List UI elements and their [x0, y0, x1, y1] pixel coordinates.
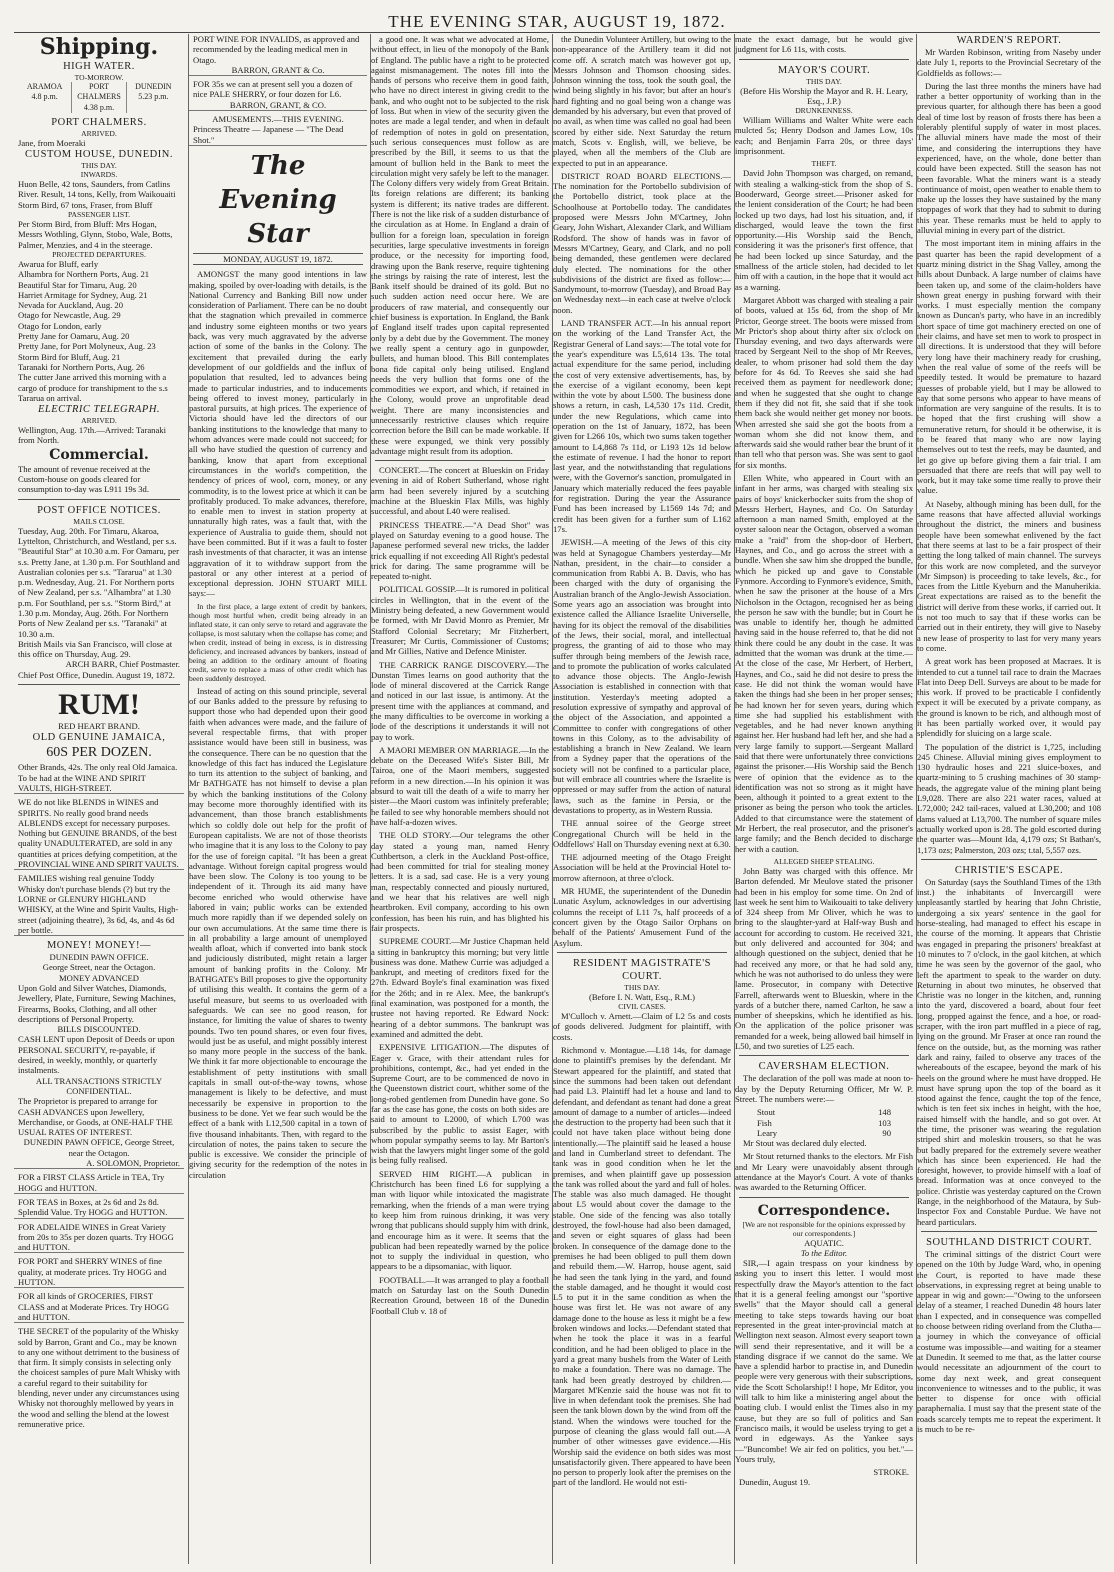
poll-candidate: Fish	[757, 1117, 772, 1128]
rm-before: (Before I. N. Watt, Esq., R.M.)	[588, 991, 696, 1002]
cutter-text: The cutter Jane arrived this morning with a cargo of produce for transhipment to the s.s Tararua on arrival.	[18, 372, 168, 403]
tide-table	[14, 82, 184, 113]
column-5	[734, 34, 913, 1564]
aquatic-heading: AQUATIC.	[804, 1237, 844, 1248]
groceries-ad: FOR all kinds of GROCERIES, FIRST CLASS and at Moderate Prices. Try HOGG and HUTTON.	[14, 1291, 184, 1323]
warden-para-3: The most important item in mining affairs in the past quarter has been the rapid development of a quartz mining district in the Shag Valley, among the hills about Dunback. A large number of claims have been taken up, and some of the claim-holders have shown great energy in pushing forward with their works. I must especially mention the company known as Duncan's party, who have in an incredibly short space of time got machinery erected on one of their claims, and have set men to work to prospect in all directions. It is understood that they will before very long have their machinery ready for crushing, when the real value of some of the reefs will be speedily tested. It would be premature to hazard guesses of probable yield, but I may be allowed to say that some persons who appear to have means of information are very sanguine of the results. It is to be hoped that the first crushing will show a remunerative return, for should it be otherwise, it is to be feared that many who are now laying themselves out to test the reefs, may be daunted, and let go give up before giving them a fair trial. I am persuaded that there are reefs that will pay well to work, but it may take some time really to prove their value.	[917, 238, 1101, 496]
editorial-para-2: Instead of acting on this sound principle, several of our Banks added to the pressure by refusing to support those who had depended upon their good faith when advances were made, and the failure of several respectable firms, that with proper assistance would have been still in business, was the consequence. There can be no question that the knowledge of this fact has induced the Legislature to turn its attention to the subject of banking, and Mr BATHGATE has not himself to devise a plan by which the banking institutions of the Colony may become more thoroughly identified with its advancement, than those branch establishments which so coldly dole out help for the profit of European capitalists. We are not of those theorists who imagine that it is any loss to the Colony to pay for the use of foreign capital. "It has been a great advantage. Without foreign capital progress would have been slow. The Colony is too young to be independent of it. Through its aid many have become enriched who would otherwise have labored in vain; public works can be extended much more rapidly than if we depended solely on our own accumulations. At the same time there is in all probability a large amount of unemployed wealth afloat, which if converted into bank stock and judiciously distributed, might retain a larger amount of banking profits in the Colony. Mr BATHGATE's Bill proposes to give the opportunity of utilising this wealth. It contains the germ of a useful measure, but seems to us overloaded with safeguards. We can see no good reason, for instance, for limiting the value of shares to twenty pounds. Two ten pound shares, or even four fives, would just be as useful, and might possibly interest so many more people in the success of the bank. We think it far more objectionable to encourage the establishment of petty institutions with small capitals in small out-of-the-way towns, whose management is likely to be defective, and must necessarily be expensive in proportion to the business to be done. Yet we fear such would be the effect of a bank with L12,500 capital in a town of five thousand inhabitants. Then, with regard to the circulation of notes, the pains taken to secure the public is excessive. We consider the principle of giving security for the redemption of the notes in circulation	[189, 685, 367, 1180]
southland-court-heading: SOUTHLAND DISTRICT COURT.	[926, 1236, 1092, 1248]
custom-house-heading: CUSTOM HOUSE, DUNEDIN.	[25, 149, 173, 161]
projected-label: PROJECTED DEPARTURES.	[52, 249, 146, 259]
postmaster-signature: ARCH BARR, Chief Postmaster.	[65, 659, 180, 670]
correspondence-heading: Correspondence.	[757, 1202, 891, 1219]
news-supreme-court: SUPREME COURT.—Mr Justice Chapman held a sitting in bankruptcy this morning; but very little business was done. Mathew Currie was adjudged a bankrupt, and meeting of creditors fixed for the 27th. Edward Boyle's final examination was fixed for the 26th; and in re Alex. Mee, the bankrupt's final examination, was postponed for a month, the trustee not having reported. Re Edward Nock: hearing of a debtor summons. The bankrupt was examined and admitted the debt.	[371, 936, 549, 1039]
caversham-heading: CAVERSHAM ELECTION.	[758, 1061, 890, 1073]
poll-row	[739, 1107, 909, 1117]
theft-case-3: Ellen White, who appeared in Court with an infant in her arms, was charged with stealing six pairs of boys' knickerbocker suits from the shop of Messrs Herbert, Haynes, and Co. On Saturday afternoon a man named Smith, employed at the oyster saloon near the Octagon, observed a woman make a "raid" from the shop-door of Herbert, Haynes, and Co., and go across the street with a bundle. When she saw him she dropped the bundle, which he picked up and gave to Constable Fynmore. According to Fynmore's evidence, Smith, when he saw the prisoner at the house of a Mrs Nicholson in the Octagon, recognised her as being the person he saw with the bundle; but in Court he was unable to identify her, though he admitted having said in the house referred to, that he did not think there could be any doubt in the case. It was admitted that the woman was drunk at the time.—At the close of the case, Mr Herbert, of Herbert, Haynes, and Co., said he did not desire to press the case. He did not think the woman would have taken the things had she been in her proper senses; he had known her for seven years, during which time she had supplied his establishment with vegetables, and he had never known anything against her. Her husband had left her, and she had a very large family to support.—Sergeant Mallard said that there were unfortunately three convictions against the prisoner.—His Worship said the Bench were of opinion that the evidence as to the identification was not so strong as it might have been, although it pointed to a great extent to the prisoner as being the person who took the articles. Added to that circumstance were the statement of Mr Herbert, the real prosecutor, and the prisoner's large family; and the Bench decided to discharge her with a caution.	[735, 472, 913, 854]
arrived-text: Jane, from Moeraki	[18, 137, 86, 148]
aquatic-letter: SIR,—I again trespass on your kindness by asking you to insert this letter. I would most respectfully draw the Mayor's attention to the fact that it is a general feeling amongst our "sportive swells" that the Mayor should call a general meeting to take steps towards having our boat represented in the great inter-provincial match at Wellington next season. Almost every seaport town will send their representative, and it will be a standing disgrace if we cannot do the same. We have a splendid harbor to practise in, and Dunedin people were very generous with their subscriptions, vide the Scott Scholarship!! I hope, Mr Editor, you will talk to him like a ministering angel about the boating club. I would enlist the Times also in my cause, but they are so full of politics and San Francisco mails, it would be useless trying to get a word in edgeways. As the Yankee says—"Buncombe! We air fed on politics, you bet."—Yours truly,	[735, 1258, 913, 1464]
masthead: THE EVENING STAR, AUGUST 19, 1872.	[388, 12, 726, 31]
adelaide-wines-ad: FOR ADELAIDE WINES in Great Variety from 20s to 35s per dozen quarts. Try HOGG and HUTTON.	[14, 1222, 184, 1254]
high-water-heading: HIGH WATER.	[63, 61, 135, 72]
poll-votes: 90	[882, 1127, 891, 1138]
poll-votes: 103	[878, 1117, 891, 1128]
departure-item: Otago for London, early	[18, 320, 102, 331]
news-freight-association: THE adjourned meeting of the Otago Freight Association will be held at the Provincial Hotel to-morrow afternoon, at three o'clock.	[553, 852, 731, 883]
news-old-story: THE OLD STORY.—Our telegrams the other day stated a young man, named Henry Cuthbertson, a clerk in the Auckland Post-office, had been committed for trial for stealing money letters. It is a sad, sad case. He is a very young man, respectably connected and piously nurtured, and we hear that his relatives are well nigh heartbroken. Evil company, according to his own confession, has been his ruin, and has blighted his fair prospects.	[371, 830, 549, 933]
arrived-label: ARRIVED.	[81, 128, 117, 138]
column-4	[552, 34, 731, 1564]
families-ad: FAMILIES wishing real genuine Toddy Whisky don't purchase blends (?) but try the LORNE or GLENURY HIGHLAND WHISKY, at the Wine and Spirit Vaults, High-street (adjoining theatre), 3s 6d, 4s, and 4s 6d per bottle.	[14, 873, 184, 936]
departure-item: Taranaki for Northern Ports, Aug. 26	[18, 361, 145, 372]
editorial-continued: a good one. It was what we advocated at Home, without effect, in lieu of the monopoly of the Bank of England. The public have a right to be protected against mismanagement. The notes fill into the hands of persons who receive them in good faith, who have no direct interest in giving credit to the bank, and who ought not to be subjected to the risk of loss. But when in view of the security given the notes are made a legal tender, and when in default of redemption of notes in gold on presentation, such serious consequences must follow as are prescribed by the Bill, it seems to us that the amount of bullion held in the Bank to meet the circulation might very safely be left to the manager. The Colony differs very widely from Great Britain. Its foreign relations are different; its banking system is different; its native trades are different. There is not the like risk of a sudden disturbance of the circulation as at Home. In England a drain of bullion for a foreign loan, speculation in foreign securities, large speculative investments in foreign produce, or the necessity for importing food, drawing upon the Bank reserve, require tightening the strings by raising the rate of interest, lest the Bank itself should be drained of its gold. But no such sudden action need occur here. We are producers of raw material, and consequently our chief business is exportation. In England, the Bank of England itself trades upon capital represented only by a debt due by the Government. The money we really spent a century ago in gunpowder, bullets, and human blood. This Bill contemplates bona fide capital only being utilised. England needs the very bullion that forms one of the commodities we export, and which, if retained in the Colony, would prove an unprofitable dead weight. There are many inconsistencies and unnecessarily restrictive clauses which require correction before the Bill can be made workable. If these were expunged, we think very possibly advantage might result from its adoption.	[371, 34, 549, 456]
departures-list	[14, 259, 184, 372]
price-per-dozen: 60S PER DOZEN.	[46, 745, 152, 761]
old-genuine-label: OLD GENUINE JAMAICA,	[32, 732, 166, 744]
poll-row	[739, 1128, 909, 1138]
princess-theatre-listing: Princess Theatre — Japanese — "The Dead Shot."	[189, 124, 367, 146]
tide-col-port-chalmers	[71, 82, 125, 113]
caversham-text: The declaration of the poll was made at noon to-day by the Deputy Returning Officer, Mr W. P. Street. The numbers were:—	[735, 1073, 913, 1104]
tide-col-aramoa	[18, 82, 71, 113]
mayors-court-heading: MAYOR'S COURT.	[777, 64, 871, 76]
post-office-date: Chief Post Office, Dunedin. August 19, 1872.	[18, 669, 175, 680]
tide-time: 4.38 p.m.	[83, 102, 115, 112]
masthead-rule	[14, 32, 1100, 33]
barron-grant-signature-2: BARRON, GRANT, & CO.	[189, 100, 367, 111]
post-text: Tuesday, Aug. 20th. For Timaru, Akaroa, Lyttelton, Christchurch, and Westland, per s.s. "Beautiful Star" at 10.30 a.m. For Oamaru, per s.s. Pretty Jane, at 1.30 p.m. For Southland and Australian colonies per s.s. "Tararua" at 1.30 p.m. Wednesday, Aug. 21. For Northern ports of New Zealand, per s.s. "Alhambra" at 1.30 p.m. For Southland, per s.s. "Storm Bird," at 1.30 p.m. Monday, Aug. 26th. For Northern Ports of New Zealand per s.s. "Taranaki" at 10.30 a.m.	[18, 525, 180, 639]
port-chalmers-heading: PORT CHALMERS.	[51, 116, 147, 128]
inwards-text: Huon Belle, 42 tons, Saunders, from Catlins River. Result, 14 tons, Kelly, from Waikouaiti Storm Bird, 67 tons, Fraser, from Bluff	[18, 179, 176, 210]
news-football-continued: the Dunedin Volunteer Artillery, but owing to the non-appearance of the Artillery team it did not come off. A scratch match was however got up, Messrs Johnson and Thomson choosing sides. Johnson winning the toss, took the south goal, the wind being slightly in his favor; but after an hour's hard fighting and no goal being won a change was demanded by his adversary, but even that proved of no avail, as when time was called no goal had been scored by either side. Next Saturday the return match, Scots v. English, will, we believe, be played, when all the members of the Club are expected to put in an appearance.	[553, 34, 731, 168]
rm-this-day: THIS DAY.	[624, 982, 660, 992]
to-editor-label: To the Editor.	[800, 1247, 848, 1258]
sheep-stealing-text: John Batty was charged with this offence. Mr Barton defended. Mr Meulove stated the prisoner had been in his employ for some time. On 2nd of last week he sent him to Waikouaiti to take delivery of 324 sheep from Mr Oliver, which he was to bring to the slaughter-yard at Half-way Bush and account for according to custom. He received 321, but only delivered and accounted for 304; and although questioned on the subject, denied that he had received any more, or that he had sold any, which he was not authorised to do unless they were lame. Prosecutor, in company with Detective Farrell, afterwards went to Blueskin, where in the yards of a butcher there, named Carlton, he saw a number of sheepskins, which he identified as his. On the application of the police prisoner was remanded for a week, being allowed bail himself in L50, and two sureties of L25 each.	[735, 865, 913, 1052]
departure-item: Otago for Newcastle, Aug. 29	[18, 310, 121, 321]
pawn-address: George Street, near the Octagon.	[42, 962, 156, 973]
dateline: MONDAY, AUGUST 19, 1872.	[193, 253, 363, 265]
news-asylum: MR HUME, the superintendent of the Dunedin Lunatic Asylum, acknowledges in our advertising columns the receipt of L11 7s, half proceeds of a concert given by the Otago Sailor Orphans on behalf of the Patients' Amusement Fund of the Asylum.	[553, 886, 731, 948]
commercial-heading: Commercial.	[49, 446, 149, 463]
rum-ad-heading: RUM!	[58, 688, 140, 722]
news-princess-theatre: PRINCESS THEATRE.—"A Dead Shot" was played on Saturday evening to a good house. The Japanese performed several new tricks, the ladder trick equalling if not exceeding All Right's pedestal trick for daring. The same programme will be repeated to-night.	[371, 519, 549, 582]
passenger-text: Per Storm Bird, from Bluff: Mrs Hogan, Messrs Wothling, Glynn, Stobo, Wale, Botts, Palmer, Menzies, and 4 in the steerage.	[18, 219, 173, 250]
theft-label: THEFT.	[811, 159, 837, 169]
poll-results	[735, 1107, 913, 1138]
warden-para-1: Mr Warden Robinson, writing from Naseby under date July 1, reports to the Provincial Secretary of the Goldfields as follows:—	[917, 47, 1101, 78]
theft-case-2: Margaret Abbott was charged with stealing a pair of boots, valued at 15s 6d, from the shop of Mr Prictor, George street. The boots were missed from Mr Prictor's shop about thirty after six o'clock on Thursday evening, and two days afterwards were traced by Sergeant Neil to the shop of Mr Reeves, dealer, to whom prisoner had sold them the day before for 4s 6d. To Reeves she said she had received them as payment for needlework done; and when he suggested that she ought to change them if they did not fit, she said that if she took them back she would neither get money nor boots. When arrested she said she got the boots from a woman whom she did not know them, and afterwards said she would rather bear the brunt of it than tell who that person was. She was sent to gaol for six months.	[735, 294, 913, 470]
poll-votes: 148	[878, 1107, 891, 1118]
departure-item: Pretty Jane for Oamaru, Aug. 20	[18, 331, 130, 342]
tomorrow-label: TO-MORROW.	[74, 73, 124, 82]
editorial-para-1: AMONGST the many good intentions in law making, spoiled by over-loading with details, is the National Currency and Banking Bill now under consideration of Parliament. There can be no doubt that the stagnation which prevailed in commerce and industry some eighteen months or two years back, was very much aggravated by the adverse action of some of the banks in the Colony. The excitement that prevailed during the early development of our goldfields and the influx of population that resulted, led to advances being made to particular industries, and to inducements being offered to invest money, particularly in pastoral pursuits, at high prices. The experience of Victoria should have led the directors of our banking institutions to the knowledge that many to whom advances were made could not succeed; for all who have studied the question of currency and banking, know that apart from exceptional circumstances in the world's competition, the tendency of prices of wool, corn, money, or any commodity, is to the lowest price at which it can be profitably produced. To make advances, therefore, to enable men to invest in station property at unnaturally high rates, was a fault that, with the experience of Australia to guide them, should not have been committed. But if it was a fault to foster rash investments of that character, it was an intense aggravation of it to withdraw support from the pastoral or any other interest at a period of exceptional depression. JOHN STUART MILL says:—	[189, 269, 367, 599]
christies-escape-heading: CHRISTIE'S ESCAPE.	[954, 864, 1064, 876]
news-football: FOOTBALL.—It was arranged to play a football match on Saturday last on the South Dunedin Recreation Ground, between 18 of the Dunedin Football Club v. 18 of	[371, 1274, 549, 1316]
money-advanced: MONEY ADVANCED	[59, 972, 139, 983]
tea-ad-2: FOR TEAS in Boxes, at 2s 6d and 2s 8d. Splendid Value. Try HOGG and HUTTON.	[14, 1197, 184, 1219]
sheep-stealing-label: ALLEGED SHEEP STEALING.	[773, 856, 875, 866]
sherry-ad: FOR PORT and SHERRY WINES of fine quality, at moderate prices. Try HOGG and HUTTON.	[14, 1256, 184, 1288]
port-wine-ad: PORT WINE FOR INVALIDS, as approved and recommended by the leading medical men in Otago.	[193, 34, 360, 65]
departure-item: Storm Bird for Bluff, Aug. 21	[18, 351, 121, 362]
cash-text: CASH LENT upon Deposit of Deeds or upon PERSONAL SECURITY, re-payable, if desired, in weekly, monthly, or quarterly instalments.	[18, 1034, 175, 1076]
tea-ad-1: FOR a FIRST CLASS Article in TEA, Try HOGG and HUTTON.	[14, 1172, 184, 1194]
poll-candidate: Leary	[757, 1127, 778, 1138]
inwards-label: INWARDS.	[80, 170, 118, 180]
editorial-quote: In the first place, a large extent of credit by bankers, though most hurtful when, credit being already in an inflated state, it can only serve to retard and aggravate the collapse, is most salutary when the collapse has come; and when credit, instead of being in excess, is in distressing deficiency, and increased advances by bankers, instead of being an addition to the ordinary amount of floating credit, serve to replace a mass of other credit which has been suddenly destroyed.	[189, 601, 367, 683]
tide-head: PORT CHALMERS	[77, 82, 121, 102]
tide-col-dunedin	[126, 82, 180, 113]
news-road-board: DISTRICT ROAD BOARD ELECTIONS.—The nomination for the Portobello subdivision of the Portobello district, took place at the Schoolhouse at Portobello today. The candidates proposed were Messrs John M'Cartney, John Geary, John Wishart, Alexander Clark, and William Rodsford. The show of hands was in favor of Messrs M'Cartney, Geary, and Clark, and no poll being demanded, these gentlemen were declared duly elected. The nominations for the other subdivisions of the district are fixed as follow:—Sandymount, to-morrow (Tuesday), and Broad Bay on Wednesday next—in each case at twelve o'clock noon.	[553, 170, 731, 315]
column-1	[14, 34, 184, 1564]
news-carrick-range: THE CARRICK RANGE DISCOVERY.—The Dunstan Times learns on good authority that the lode of mineral discovered at the Carrick Range and noticed in our last issue, is antimony. At the present time with the appliances at command, and the many difficulties to be overcome in working a lode of the descriptions it understands it will not pay to work.	[371, 659, 549, 742]
departure-item: Beautiful Star for Timaru, Aug. 20	[18, 279, 137, 290]
drunkenness-label: DRUNKENNESS.	[795, 106, 853, 116]
southland-court-text: The criminal sittings of the district Court were opened on the 10th by Judge Ward, who, in opening the Court, is reported to have made these observations, in expressing regret at being unable to appear in wig and gown:—"Owing to the unforseen delay of a steamer, I reached Dunedin 48 hours later than I expected, and in consequence was compelled to choose between riding overland from the Clutha—a journey in which the conveyance of official costume was impossible—and waiting for a steamer at Dunedin. It seemed to me that, as the latter course would necessitate an adjournment of the court to some day next week, and great consequent inconvenience to witnesses and to the public, it was better to dispense for once with official paraphernalia. I must say that the present state of the roads scarcely tempts me to repeat the experiment. It is much to be re-	[917, 1248, 1101, 1434]
poll-row	[739, 1118, 909, 1128]
warden-para-5: A great work has been proposed at Macraes. It is intended to cut a tunnel tail race to drain the Macraes Flat into Deep Dell. Surveys are about to be made for this work. If proved to be practicable I confidently expect it will be executed by a private company, as the ground is known to be rich, and although most of it has been partially worked over, it would pay splendidly for sluicing on a large scale.	[917, 656, 1101, 739]
letter-date: Dunedin, August 19.	[739, 1477, 811, 1488]
civil-case-2: Richmond v. Montague.—L18 14s, for damage done to plaintiff's premises by the defendant. Mr Stewart appeared for the plaintiff, and stated that since the summons had been taken out defendant had paid L3. Plaintiff had let a house and land to defendant, and defendant as tenant had done a great amount of damage to a number of articles—indeed the destruction to the property had been such that it could not have taken place without being done intentionally.—The plaintiff said he leased a house and land in Cumberland street to defendant. The tank was in good condition when he let the premises, and when plaintiff gave up possession the tank was rolled about the yard and full of holes. The stable was also much damaged. He thought about L5 would about cover the damage to the stable. One side of the fencing was also totally destroyed, the fowl-house had also been damaged, and seven or eight squares of glass had been broken. In consequence of the damage done to the premises he had been obliged to pull them down and rebuild them.—W. Harrop, house agent, said he had seen the tank lying in the yard, and found the stable damaged, and he thought it would cost L5 to put it in the same condition as when the house was first let. He was not aware of any damage done to the house as less it might be a few broken windows and locks.—Defendant stated that when he took the place it was in a fearful condition, and he had been obliged to place in the yard a great many bushels from the Water of Leith to make a foundation. There was no damage. The tank had been greatly destroyed by children.—Margaret M'Kenzie said the house was not fit to live in when defendant took the premises. She had seen the tank blown down by the wind from off the stand. When the windows were touched for the purpose of cleaning the glass would fall out.—A number of other witnesses gave evidence.—His Worship said the evidence on both sides was most unsatisfactorily given. There appeared to have been no person to properly look after the premises on the part of the landlord. He would not esti-	[553, 1045, 731, 1488]
departure-item: Nevada for Auckland, Aug. 20	[18, 300, 124, 311]
post-office-heading: POST OFFICE NOTICES.	[37, 504, 161, 516]
civil-cases-label: CIVIL CASES.	[618, 1002, 666, 1012]
caversham-thanks: Mr Stout returned thanks to the electors. Mr Fish and Mr Leary were unavoidably absent through attendance at the Mayor's Court. A vote of thanks was awarded to the Returning Officer.	[735, 1151, 913, 1193]
rum-ad-text: Other Brands, 42s. The only real Old Jamaica. To be had at the WINE AND SPIRIT VAULTS, HIGH-STREET.	[14, 762, 184, 794]
red-heart-label: RED HEART BRAND.	[58, 721, 140, 732]
christies-escape-text: On Saturday (says the Southland Times of the 13th inst.) the inhabitants of Invercargill were unpleasantly startled by hearing that John Christie, undergoing a six years' sentence in the gaol for horse-stealing, had managed to effect his escape in the course of the morning. It appears that Christie was engaged in preparing the prisoners' breakfast at 10 minutes to 7 o'clock, in the gaol kitchen, at which time he was seen by the governor of the gaol, who left the apartment to speak to the warder on duty. Returning in about two minutes, he observed that Christie was no longer in the kitchen, and, running into the yard, discovered a board, about four feet long, propped against the fence, and a hoe, or road-scraper, with the iron part muffled in a piece of rag, lying on the ground. Mr Fraser at once ran round the fence on the outside, but, as the morning was rather dark and rainy, failed to observe any traces of the whereabouts of the escapee, beyond the mark of his heels on the ground where he must have dropped. He must have sprung upon the top of the board as it stood against the fence, caught the top of the fence, which is ten feet six inches in height, with the hoe, raised himself with the handle, and so got over. At the time, the prisoner was wearing the regulation striped shirt and moleskin trousers, so that he was but badly prepared for the extremely severe weather which has since been experienced. He had the foresight, however, to provide himself with a loaf of bread. Information was at once conveyed to the police. Christie was yesterday captured on the Crown Range, in the neighborhood of the Mataura, by Sub-Inspector Fox and Constable Purdue. We have not heard particulars.	[917, 876, 1101, 1227]
news-maori-member: A MAORI MEMBER ON MARRIAGE.—In the debate on the Deceased Wife's Sister Bill, Mr Tairoa, one of the Maori members, suggested reform in a new direction.—In his opinion it was absurd to wait till the death of a wife to marry her sister—the Maori custom was infinitely preferable; he failed to see why honorable members should not have half-a-dozen wives.	[371, 744, 549, 827]
pawn-text: Upon Gold and Silver Watches, Diamonds, Jewellery, Plate, Furniture, Sewing Machines, Firearms, Books, Clothing, and all other descriptions of Personal Property.	[18, 983, 176, 1024]
news-political-gossip: POLITICAL GOSSIP.—It is rumored in political circles in Wellington, that in the event of the Ministry being defeated, a new Government would be formed, with Mr David Monro as Premier, Mr Stafford Colonial Secretary; Mr Fitzherbert, Treasurer; Mr Curtis, Commissioner of Customs; and Mr Gillies, Native and Defence Minister.	[371, 584, 549, 657]
departure-item: Harriet Armitage for Sydney, Aug. 21	[18, 289, 148, 300]
mails-label: MAILS CLOSE.	[73, 516, 125, 526]
money-ad-heading: MONEY! MONEY!—	[46, 940, 152, 952]
proprietor-text: The Proprietor is prepared to arrange for CASH ADVANCES upon Jewellery, Merchandise, or Goods, at ONE-HALF THE USUAL RATES OF INTEREST.	[18, 1096, 173, 1138]
telegraph-heading: ELECTRIC TELEGRAPH.	[37, 404, 161, 416]
news-expensive-litigation: EXPENSIVE LITIGATION.—The disputes of Eager v. Grace, with their attendant rules for prohibitions, contempt, &c., had yet ended in the Supreme Court, are to be commenced de novo in the Queenstown district court, whither some of the long-robed gentlemen from Dunedin have gone. So far as the case has gone, the costs on both sides are said to amount to L2000, of which L700 was subscribed by the public to assist Eager, with whom popular sympathy seems to lay. Mr Barton's wish that the lawyers might linger some of the gold is being fully realised.	[371, 1042, 549, 1166]
pawn-office-name: DUNEDIN PAWN OFFICE.	[49, 952, 149, 963]
civil-case-1: M'Culloch v. Arnett.—Claim of L2 5s and costs of goods delivered. Judgment for plaintiff, with costs.	[553, 1011, 731, 1042]
passenger-label: PASSENGER LIST.	[67, 210, 131, 220]
news-soiree: THE annual soiree of the George street Congregational Church will be held in the Oddfellows' Hall on Thursday evening next at 6.30.	[553, 818, 731, 849]
british-mails-text: British Mails via San Francisco, will close at this office on Thursday, Aug. 29.	[18, 638, 173, 660]
wardens-report-heading: WARDEN'S REPORT.	[956, 35, 1062, 46]
tide-time: 5.23 p.m.	[138, 92, 169, 102]
telegraph-text: Wellington, Aug. 17th.—Arrived: Taranaki from North.	[18, 425, 166, 446]
tide-head: ARAMOA	[26, 82, 63, 91]
news-land-transfer: LAND TRANSFER ACT.—In his annual report on the working of the Land Transfer Act, the Registrar General of Land says:—The total vote for the year's expenditure was L5,614 13s. The total actual expenditure for the same period, including the cost of very extensive advertisements, has, by the exercise of a vigilant economy, been kept within the vote by about L500. The business done shows a return, in cash, L4,530 17s 11d. Credit, under the new Regulations, which came into operation on the 1st of January, 1872, has been given for L266 10s, which two sums taken together amount to L4,868 7s 11d, or L193 12s 1d below the estimate of revenue. I had the honor to report last year, and the notwithstanding that regulations were, with the Governor's sanction, promulgated in January which materially reduced the fees payable for registration. During the year the Assurance Fund has been increased by L1569 14s 7d; and credit has been given for a further sum of L162 17s.	[553, 318, 731, 534]
poll-candidate: Stout	[757, 1107, 776, 1118]
mayor-before: (Before His Worship the Mayor and R. H. Leary, Esq., J.P.)	[740, 85, 908, 106]
solomon-signature: A. SOLOMON, Proprietor.	[14, 1158, 184, 1169]
commercial-text: The amount of revenue received at the Custom-house on goods cleared for consumption to-day was L911 19s 3d.	[18, 463, 151, 495]
news-served-him-right: SERVED HIM RIGHT.—A publican in Christchurch has been fined L6 for supplying a man with liquor while intoxicated the magistrate remarking, when the friends of a man were trying to keep him from ruinous drinking, it was very wrong that publicans should supply him with drink, and encourage him as it were. It seems that the publican had been repeatedly warned by the police not to supply the individual in question, who appears to be a dipsomaniac, with liquor.	[371, 1168, 549, 1272]
correspondence-note: [We are not responsible for the opinions expressed by our correspondents.]	[742, 1219, 906, 1238]
warden-para-4: At Naseby, although mining has been dull, for the same reasons that have affected alluvial workings throughout the district, the miners and business people have been somewhat enlivened by the fact that there seems at last to be a fair prospect of their getting the long talked of main channel. The surveys for this work are now completed, and the surveyor (Mr Simpson) is proceeding to take levels, &c., for races from the Little Kyeburn and the Manuherikia. Great expectations are raised as to the benefit the district will derive from these works, if carried out. It is not too much to say that if these works can be carried out in their entirety, they will give to Naseby a new lease of prosperity to last for very many years to come.	[917, 498, 1101, 653]
warden-para-2: During the last three months the miners have had rather a better opportunity of working than in the previous quarter, for although there has been a good deal of time lost by reason of frosts there has been a tolerably plentiful supply of water in most places. The alluvial miners have made the most of their time, and considering the interruptions they have experienced, have, on the whole, done better than could have been expected. Still the season has not been favorable. What the miners want is a steady continuance of moist, open weather to enable them to make up the losses they have sustained by the many stoppages of work that they had to submit to during this year. These remarks must be held to apply to alluvial mining in every part of the district.	[917, 80, 1101, 236]
drunkenness-text: William Williams and Walter White were each mulcted 5s; Henry Dodson and James Low, 10s each; and Benjamin Farra 20s, or three days' imprisonment.	[735, 115, 913, 157]
shipping-heading: Shipping.	[39, 34, 159, 60]
tide-head: DUNEDIN	[135, 82, 172, 91]
letter-signature: STROKE.	[873, 1467, 909, 1478]
pawn-office-2: DUNEDIN PAWN OFFICE, George Street, near the Octagon.	[23, 1137, 175, 1158]
departure-item: Alhambra for Northern Ports, Aug. 21	[18, 269, 150, 280]
tide-time: 4.8 p.m.	[31, 92, 58, 102]
warden-para-6: The population of the district is 1,725, including 245 Chinese. Alluvial mining gives employment to 130 hydraulic hoses and 221 sluice-boxes, and quartz-mining to 5 crushing machines of 30 stamp-heads, the aggregate value of the mining plant being L9,028. There are also 221 water races, valued at L72,000; 242 tail-races, valued at L30,200; and 108 dams valued at L13,700. The number of square miles actually worked upon is 28. The gold escorted during the quarter was—Mount Ida, 4,179 ozs; St Bathan's, 1,173 ozs; Palmerston, 203 ozs; t.tal, 5,557 ozs.	[917, 741, 1101, 855]
barron-grant-signature-1: BARRON, GRANT & Co.	[189, 65, 367, 76]
news-jewish: JEWISH.—A meeting of the Jews of this city was held at Synagogue Chambers yesterday—Mr Nathan, president, in the chair—to consider a communication from Rabbi A. B. Davis, who has been charged with the duty of organising the Australian branch of the Anglo-Jewish Association. Some years ago an association was brought into existence called the Alliance Israelite Universelle, having for its object the removal of the disabilities of the Jews, their social, moral, and intellectual progress, the granting of aid to those who may suffer through being members of the Jewish race, and to promote the publication of works calculated to advance those objects. The Anglo-Jewish Association is established in connection with that institution. Yesterday's meeting adopted a resolution expressive of sympathy and approval of the object of the Association, and appointed a Committee to confer with congregations of other towns in this Colony, as to the advisability of establishing a branch in New Zealand. We learn from a Sydney paper that the operations of the society will not be confined to a particular place, but will embrace all countries where the Israelite is oppressed or may suffer from the action of natural laws, such as the famine in Persia, or the devastations to property, as in Western Russia.	[553, 537, 731, 815]
column-3	[370, 34, 549, 1564]
all-transactions: ALL TRANSACTIONS STRICTLY CONFIDENTIAL.	[35, 1075, 163, 1096]
amusements-heading: AMUSEMENTS.—THIS EVENING.	[212, 114, 344, 125]
departure-item: Awarua for Bluff, early	[18, 258, 99, 269]
blends-ad: WE do not like BLENDS in WINES and SPIRITS. No really good brand needs ALBLENDS except for necessary purposes. Nothing but GENUINE BRANDS, of the best quality UNADULTERATED, are sold in any quantities at prices defying competition, at the PROVINCIAL WINE AND SPIRIT VAULTS.	[14, 797, 184, 870]
tele-arrived-label: ARRIVED.	[81, 416, 117, 426]
column-2	[188, 34, 367, 1564]
sherry-35s-ad: FOR 35s we can at present sell you a dozen of nice PALE SHERRY, or four dozen for L6.	[193, 79, 353, 100]
caversham-result: Mr Stout was declared duly elected.	[743, 1138, 867, 1149]
departure-item: Pretty Jane, for Port Molyneux, Aug. 23	[18, 341, 156, 352]
column-6	[916, 34, 1101, 1564]
theft-case-1: David John Thompson was charged, on remand, with stealing a walking-stick from the shop of S. Booderward, George street.—Prisoner asked for the lenient consideration of the Court; he had been locked up two days, had lost his situation, and, if discharged, would leave the town the first opportunity.—His Worship said the Bench, considering it was the prisoner's first offence, that he had been locked up since Saturday, and the smallness of the article stolen, had decided to let him off with a caution, in the hope that it would act as a warning.	[735, 168, 913, 292]
mayor-this-day: THIS DAY.	[806, 76, 842, 86]
bills-discounted: BILLS DISCOUNTED.	[57, 1024, 141, 1035]
evening-star-title: The Evening Star	[219, 150, 337, 249]
civil-case-end: mate the exact damage, but he would give judgment for L6 11s, with costs.	[735, 34, 913, 55]
this-day-label: THIS DAY.	[81, 161, 117, 171]
rm-court-heading: RESIDENT MAGISTRATE'S COURT.	[573, 957, 711, 982]
news-concert: CONCERT.—The concert at Blueskin on Friday evening in aid of Robert Sutherland, whose right arm had been severely injured by a scutching machine at the Blueskin Flax Mills, was highly successful, and about L40 were realised.	[371, 465, 549, 517]
whisky-secret-ad: THE SECRET of the popularity of the Whisky sold by Barron, Grant and Co., may be known to any one without detriment to the business of that firm. It simply consists in selecting only the choicest samples of pure Malt Whisky with a careful regard to their suitability for blending, never under any circumstances using Whisky not thoroughly mellowed by years in the wood and selling the blend at the lowest remunerative price.	[18, 1326, 180, 1429]
